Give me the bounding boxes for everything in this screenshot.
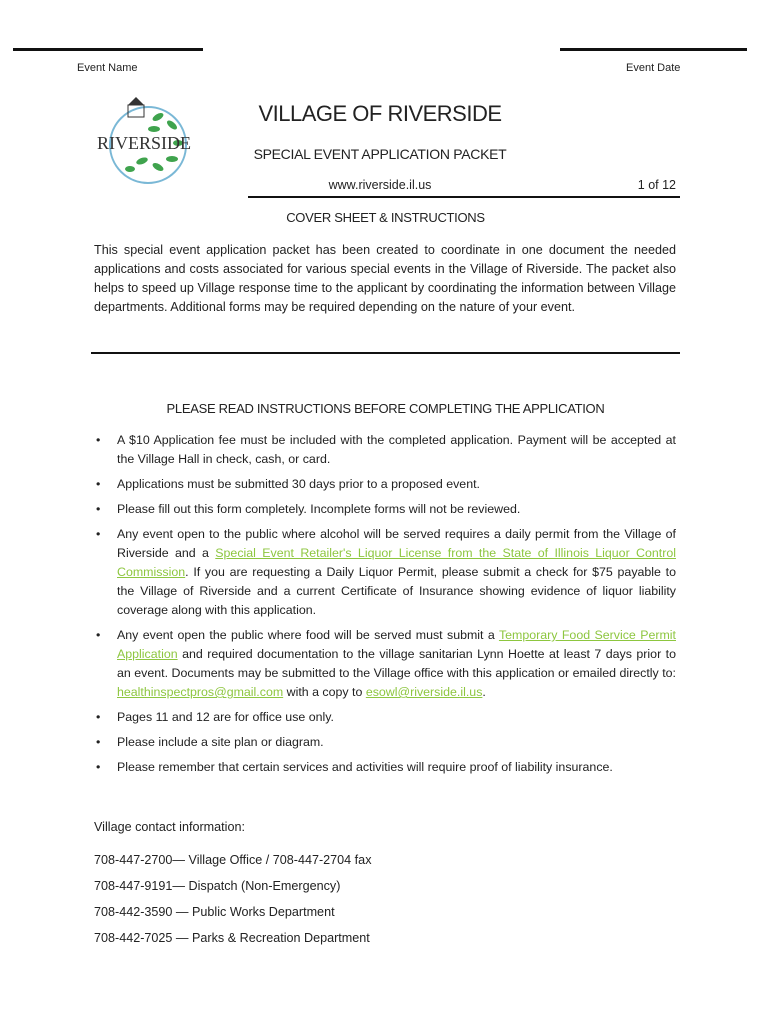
contact-info (94, 818, 372, 955)
instructions-list (96, 431, 676, 783)
riverside-logo (92, 95, 196, 187)
contact-line: 708-442-3590 — Public Works Department (94, 905, 335, 919)
health-email-link[interactable]: healthinspectpros@gmail.com (117, 685, 284, 699)
event-name-label: Event Name (77, 62, 138, 74)
contact-line: 708-447-9191— Dispatch (Non-Emergency) (94, 879, 341, 893)
contact-heading: Village contact information: (94, 820, 245, 834)
page-number: 1 of 12 (637, 178, 676, 192)
liquor-license-link[interactable]: Special Event Retailer's Liquor License from the State of Illinois Liquor Control Commission (117, 546, 676, 579)
event-date-line (560, 48, 747, 51)
page-title: VILLAGE OF RIVERSIDE (258, 101, 502, 126)
list-item: • Any event open the public where food will be served must submit a Temporary Food Service Permit Application and required documentation to the village sanitarian Lynn Hoette at least 7 days prior to an event. Documents may be submitted to the Village office with this application or emailed directly to: healthinspectpros@gmail.com with a copy to esowl@riverside.il.us. (96, 628, 676, 699)
event-date-label: Event Date (626, 62, 681, 74)
list-item: • Pages 11 and 12 are for office use only. (96, 710, 334, 724)
esowl-email-link[interactable]: esowl@riverside.il.us (365, 685, 483, 699)
list-item: • Please remember that certain services and activities will require proof of liability insurance. (96, 760, 613, 774)
svg-text:RIVERSIDE: RIVERSIDE (97, 133, 191, 153)
food-permit-link[interactable]: Temporary Food Service Permit Application (117, 628, 676, 661)
event-name-line (13, 48, 203, 51)
contact-line: 708-447-2700— Village Office / 708-447-2704 fax (94, 853, 372, 867)
website: www.riverside.il.us (328, 178, 432, 192)
list-item: • Please include a site plan or diagram. (96, 735, 324, 749)
list-item: • Applications must be submitted 30 days prior to a proposed event. (96, 477, 480, 491)
contact-line: 708-442-7025 — Parks & Recreation Department (94, 931, 370, 945)
cover-paragraph: This special event application packet has been created to coordinate in one document the needed applications and costs associated for various special events in the Village of Riverside. The packet also helps to speed up Village response time to the applicant by coordinating the information between Village departments. Additional forms may be required depending on the nature of your event. (94, 243, 676, 314)
page-subtitle: SPECIAL EVENT APPLICATION PACKET (253, 146, 507, 162)
list-item: • A $10 Application fee must be included with the completed application. Payment will be accepted at the Village Hall in check, cash, or card. (96, 433, 676, 466)
list-item: • Any event open to the public where alcohol will be served requires a daily permit from the Village of Riverside and a Special Event Retailer's Liquor License from the State of Illinois Liquor Control Commission. If you are requesting a Daily Liquor Permit, please submit a check for $75 payable to the Village of Riverside and a current Certificate of Insurance showing evidence of liquor liability coverage along with this application. (96, 527, 676, 617)
cover-heading: COVER SHEET & INSTRUCTIONS (286, 210, 485, 225)
header-rule (248, 196, 680, 198)
instructions-heading: PLEASE READ INSTRUCTIONS BEFORE COMPLETING THE APPLICATION (166, 401, 605, 416)
section-rule (91, 352, 680, 354)
list-item: • Please fill out this form completely. Incomplete forms will not be reviewed. (96, 502, 521, 516)
